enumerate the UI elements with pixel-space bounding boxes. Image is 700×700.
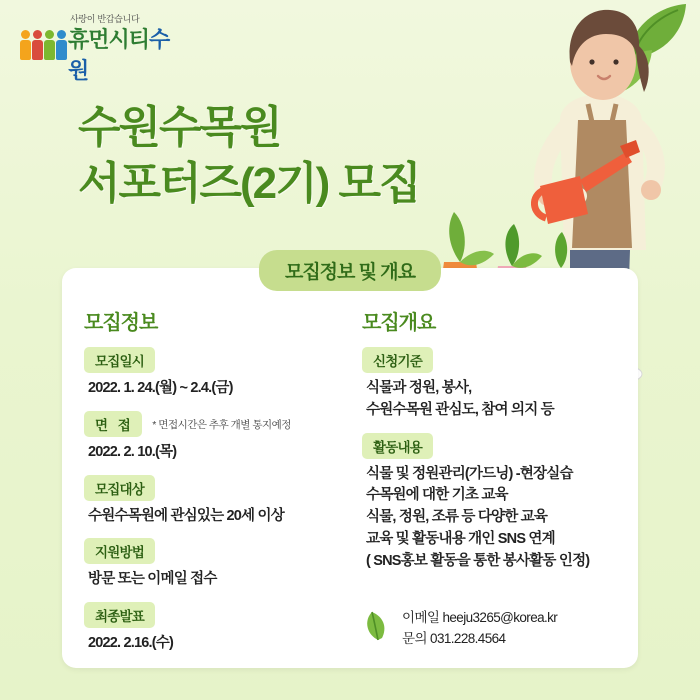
poster-title	[78, 100, 420, 213]
card-header-badge: 모집정보 및 개요	[259, 250, 441, 291]
info-tag: 지원방법	[84, 538, 155, 564]
overview-line: 수목원에 대한 기초 교육	[366, 487, 508, 504]
leaf-icon	[362, 608, 394, 642]
info-card	[62, 262, 638, 668]
overview-line: ( SNS홍보 활동을 통한 봉사활동 인정)	[366, 552, 590, 569]
info-item	[84, 411, 354, 464]
contact-email: 이메일 heeju3265@korea.kr	[402, 610, 558, 626]
info-item	[84, 347, 354, 400]
contact-block	[362, 608, 557, 650]
overview-group	[362, 433, 632, 573]
title-line-2: 서포터즈(2기) 모집	[78, 159, 420, 209]
info-tag: 모집일시	[84, 347, 155, 373]
overview-tag: 활동내용	[362, 433, 433, 459]
logo	[14, 8, 184, 83]
overview-lines	[366, 464, 632, 573]
info-tag: 최종발표	[84, 602, 155, 628]
logo-name-accent: 수원	[68, 27, 170, 83]
overview-line: 식물과 정원, 봉사,	[366, 380, 472, 396]
overview-group	[362, 347, 632, 422]
info-item	[84, 475, 354, 528]
logo-name	[68, 23, 184, 85]
overview-line: 식물, 정원, 조류 등 다양한 교육	[366, 509, 548, 525]
overview-line: 수원수목원 관심도, 참여 의지 등	[366, 401, 554, 418]
info-value: 방문 또는 이메일 접수	[88, 571, 217, 588]
recruit-info-title: 모집정보	[84, 312, 158, 334]
info-value: 수원수목원에 관심있는 20세 이상	[88, 507, 284, 524]
overview-tag: 신청기준	[362, 347, 433, 373]
overview-line: 교육 및 활동내용 개인 SNS 연계	[366, 530, 555, 547]
contact-phone: 문의 031.228.4564	[402, 631, 506, 647]
title-line-1: 수원수목원	[78, 103, 281, 152]
overview-line: 식물 및 정원관리(가드닝) -현장실습	[366, 465, 573, 482]
info-tag: 면 접	[84, 411, 142, 437]
logo-tagline: 사랑이 반갑습니다	[70, 14, 140, 24]
info-note: * 면접시간은 추후 개별 통지예정	[152, 418, 291, 431]
info-tag: 모집대상	[84, 475, 155, 501]
info-item	[84, 602, 354, 655]
recruit-overview-title: 모집개요	[362, 312, 436, 334]
info-value: 2022. 1. 24.(월) ~ 2.4.(금)	[88, 380, 233, 396]
info-value: 2022. 2. 10.(목)	[88, 443, 177, 460]
recruit-overview-column	[362, 306, 632, 583]
people-icon	[20, 22, 66, 60]
info-item	[84, 538, 354, 591]
overview-lines	[366, 378, 632, 422]
recruit-info-column	[84, 306, 354, 658]
logo-name-main: 휴먼시티	[68, 27, 150, 52]
info-value: 2022. 2.16.(수)	[88, 635, 174, 651]
contact-lines	[402, 608, 557, 650]
